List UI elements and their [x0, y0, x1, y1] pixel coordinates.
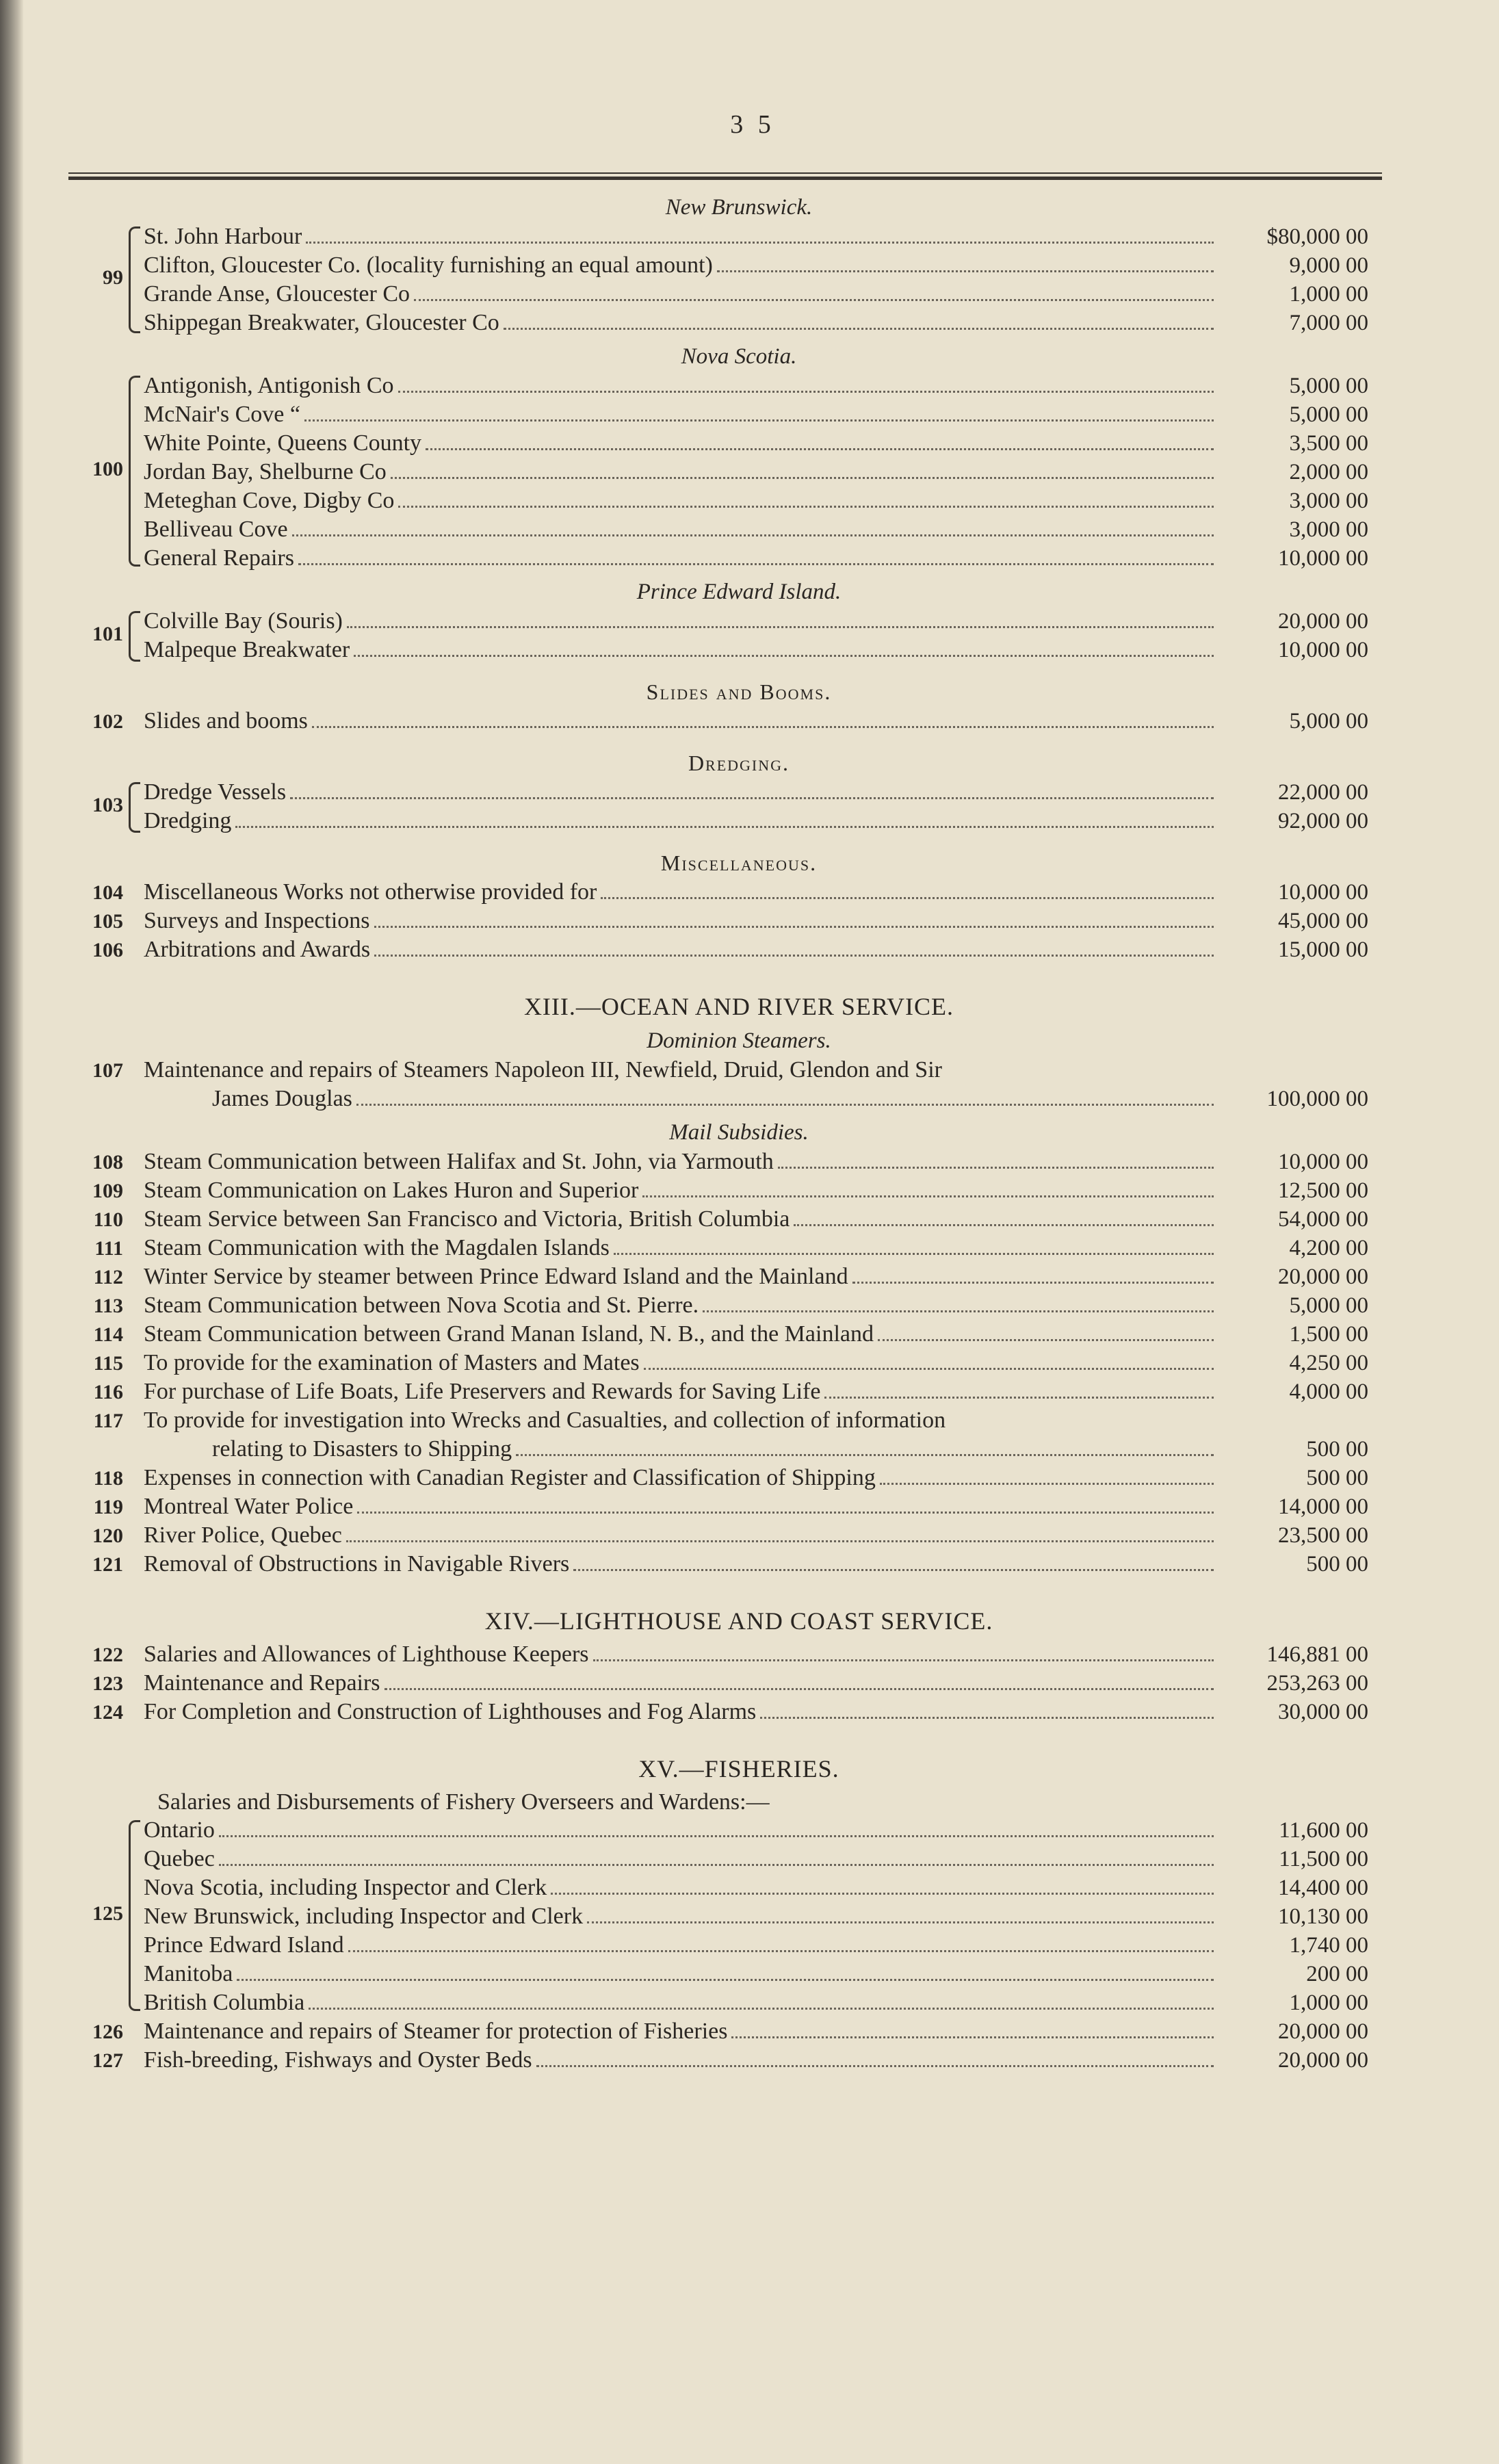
item-description — [144, 1845, 1218, 1873]
table-row — [68, 1176, 1409, 1205]
item-description — [144, 1291, 1218, 1319]
dot-leader — [703, 1310, 1214, 1312]
item-description-text: New Brunswick, including Inspector and Clerk — [144, 1904, 584, 1929]
item-amount: 11,600 00 — [1279, 1818, 1368, 1843]
item-description — [144, 309, 1218, 337]
item-amount: 10,130 00 — [1278, 1904, 1368, 1929]
item-amount: 54,000 00 — [1278, 1207, 1368, 1232]
item-amount: 92,000 00 — [1278, 809, 1368, 833]
item-description — [144, 1377, 1218, 1405]
table-row — [68, 1902, 1409, 1931]
dot-leader — [356, 1104, 1214, 1106]
dot-leader — [794, 1224, 1214, 1226]
item-description-text: Salaries and Allowances of Lighthouse Keepers — [144, 1642, 589, 1667]
dot-leader — [426, 448, 1214, 450]
item-number: 127 — [92, 2049, 123, 2072]
item-amount: 3,000 00 — [1289, 517, 1368, 542]
item-description-text: Removal of Obstructions in Navigable Rivers — [144, 1551, 570, 1577]
table-row — [68, 1464, 1409, 1492]
section-heading: XIV.—LIGHTHOUSE AND COAST SERVICE. — [484, 1607, 993, 1635]
item-description-text: Maintenance and repairs of Steamers Napoleon III, Newfield, Druid, Glendon and Sir — [144, 1057, 942, 1082]
section-heading: Dredging. — [688, 751, 790, 775]
item-amount: 10,000 00 — [1278, 546, 1368, 571]
dot-leader — [219, 1864, 1214, 1866]
item-number: 116 — [93, 1381, 123, 1403]
item-description — [144, 1902, 1218, 1930]
item-description-text: Winter Service by steamer between Prince Edward Island and the Mainland — [144, 1264, 848, 1289]
dot-leader — [717, 270, 1214, 272]
brace — [129, 1820, 140, 2011]
item-description — [144, 1056, 1218, 1084]
item-amount: 253,263 00 — [1266, 1671, 1368, 1696]
section-heading: Miscellaneous. — [660, 851, 818, 875]
item-description-text: For purchase of Life Boats, Life Preservers and Rewards for Saving Life — [144, 1379, 821, 1404]
item-description — [144, 2046, 1218, 2074]
item-amount: 5,000 00 — [1289, 402, 1368, 427]
dot-leader — [348, 1950, 1214, 1952]
item-number: 121 — [92, 1553, 123, 1576]
item-description-text: Jordan Bay, Shelburne Co — [144, 459, 387, 484]
table-row — [68, 1377, 1409, 1406]
item-amount: 10,000 00 — [1278, 880, 1368, 905]
section-heading: Dominion Steamers. — [647, 1028, 831, 1053]
dot-leader — [292, 534, 1214, 536]
item-number: 111 — [94, 1237, 123, 1260]
item-description — [144, 1492, 1218, 1520]
brace — [129, 782, 140, 833]
item-amount: 20,000 00 — [1278, 609, 1368, 634]
dot-leader — [298, 563, 1214, 565]
table-row — [68, 309, 1409, 337]
table-row — [68, 907, 1409, 935]
table-row — [68, 1960, 1409, 1988]
item-group — [68, 778, 1409, 835]
dot-leader — [878, 1339, 1214, 1341]
item-number: 126 — [92, 2021, 123, 2043]
group-number: 103 — [92, 794, 123, 816]
header-rule-thick — [68, 177, 1382, 180]
item-description — [144, 707, 1218, 735]
item-amount: 100,000 00 — [1266, 1087, 1368, 1111]
dot-leader — [614, 1253, 1214, 1255]
table-row — [68, 707, 1409, 736]
item-amount: 500 00 — [1306, 1466, 1368, 1490]
dot-leader — [384, 1688, 1214, 1690]
item-amount: 1,500 00 — [1289, 1322, 1368, 1347]
item-description-text: Antigonish, Antigonish Co — [144, 373, 394, 398]
item-amount: 4,200 00 — [1289, 1236, 1368, 1260]
table-row — [68, 280, 1409, 309]
dot-leader — [601, 897, 1214, 899]
table-row — [68, 1406, 1409, 1435]
item-description-text: To provide for investigation into Wrecks and Casualties, and collection of information — [144, 1408, 946, 1433]
group-number: 125 — [92, 1902, 123, 1925]
item-description-text: Dredge Vessels — [144, 779, 287, 805]
item-amount: 500 00 — [1306, 1437, 1368, 1462]
item-description — [144, 1435, 1218, 1463]
item-description-text: Salaries and Disbursements of Fishery Overseers and Wardens:— — [157, 1789, 770, 1815]
item-amount: 3,500 00 — [1289, 431, 1368, 456]
table-row — [68, 636, 1409, 664]
item-number: 117 — [93, 1410, 123, 1432]
item-description — [144, 1873, 1218, 1902]
item-amount: 20,000 00 — [1278, 2019, 1368, 2044]
dot-leader — [290, 797, 1214, 799]
dot-leader — [237, 1979, 1214, 1981]
item-description — [144, 1176, 1218, 1204]
brace — [129, 376, 140, 567]
item-number: 122 — [92, 1644, 123, 1666]
table-row — [68, 458, 1409, 487]
table-row — [68, 1234, 1409, 1262]
item-number: 114 — [93, 1323, 123, 1346]
item-description-text: Colville Bay (Souris) — [144, 608, 343, 634]
table-row — [68, 2017, 1409, 2046]
item-amount: $80,000 00 — [1266, 224, 1368, 249]
estimates-table — [68, 192, 1409, 2075]
item-description-text: Steam Communication between Grand Manan Island, N. B., and the Mainland — [144, 1321, 874, 1347]
item-description-text: Steam Communication between Nova Scotia and St. Pierre. — [144, 1293, 699, 1318]
table-row — [68, 372, 1409, 400]
item-description-text: Grande Anse, Gloucester Co — [144, 281, 410, 307]
item-description-text: For Completion and Construction of Lighthouses and Fog Alarms — [144, 1699, 757, 1724]
item-description — [144, 1406, 1218, 1434]
section-heading: XV.—FISHERIES. — [638, 1755, 839, 1782]
dot-leader — [374, 955, 1214, 957]
item-amount: 10,000 00 — [1278, 638, 1368, 662]
dot-leader — [347, 626, 1214, 628]
item-amount: 500 00 — [1306, 1552, 1368, 1577]
item-description — [144, 1640, 1218, 1668]
item-description-text: Steam Communication between Halifax and St. John, via Yarmouth — [144, 1149, 774, 1174]
item-description-text: Ontario — [144, 1817, 215, 1843]
document-page — [68, 109, 1409, 2075]
item-description — [144, 1464, 1218, 1492]
table-row — [68, 1085, 1409, 1113]
item-amount: 5,000 00 — [1289, 1293, 1368, 1318]
table-row — [68, 935, 1409, 964]
header-rule-thin — [68, 172, 1382, 174]
table-row — [68, 1262, 1409, 1291]
item-description-text: Malpeque Breakwater — [144, 637, 350, 662]
dot-leader — [414, 299, 1214, 301]
item-number: 120 — [92, 1525, 123, 1547]
item-amount: 1,000 00 — [1289, 282, 1368, 307]
section-heading: Slides and Booms. — [646, 679, 832, 704]
table-row — [68, 2046, 1409, 2075]
item-description — [144, 1698, 1218, 1726]
item-amount: 5,000 00 — [1289, 709, 1368, 734]
item-description-text: Prince Edward Island — [144, 1932, 344, 1958]
item-amount: 14,000 00 — [1278, 1494, 1368, 1519]
dot-leader — [593, 1659, 1214, 1661]
dot-leader — [306, 242, 1214, 244]
table-row — [68, 1698, 1409, 1726]
item-description — [144, 487, 1218, 515]
dot-leader — [551, 1893, 1214, 1895]
item-amount: 20,000 00 — [1278, 2048, 1368, 2073]
item-description — [144, 1550, 1218, 1578]
item-description — [144, 1988, 1218, 2016]
item-description — [144, 778, 1218, 806]
table-row — [68, 487, 1409, 515]
item-number: 109 — [92, 1180, 123, 1202]
book-spine-shadow — [0, 0, 23, 2464]
item-description-text: Meteghan Cove, Digby Co — [144, 488, 395, 513]
item-description-text: Montreal Water Police — [144, 1494, 354, 1519]
table-row — [68, 1931, 1409, 1960]
table-row — [68, 544, 1409, 573]
dot-leader — [778, 1167, 1214, 1169]
item-description-text: Expenses in connection with Canadian Register and Classification of Shipping — [144, 1465, 876, 1490]
item-description — [144, 1349, 1218, 1377]
item-description-text: Surveys and Inspections — [144, 908, 370, 933]
item-description — [144, 1085, 1218, 1113]
item-description-text: General Repairs — [144, 545, 294, 571]
item-amount: 5,000 00 — [1289, 374, 1368, 398]
item-group — [68, 607, 1409, 664]
item-description-text: Shippegan Breakwater, Gloucester Co — [144, 310, 499, 335]
item-description-text: Slides and booms — [144, 708, 308, 734]
item-group — [68, 372, 1409, 573]
item-amount: 22,000 00 — [1278, 780, 1368, 805]
item-amount: 10,000 00 — [1278, 1150, 1368, 1174]
table-row — [68, 1291, 1409, 1320]
table-row — [68, 222, 1409, 251]
item-description — [144, 807, 1218, 835]
item-description — [144, 607, 1218, 635]
item-description — [144, 935, 1218, 963]
group-number: 99 — [103, 266, 123, 289]
dot-leader — [852, 1282, 1214, 1284]
dot-leader — [536, 2065, 1214, 2067]
item-description — [144, 458, 1218, 486]
item-description — [144, 1234, 1218, 1262]
item-amount: 11,500 00 — [1279, 1847, 1368, 1871]
item-amount: 4,000 00 — [1289, 1379, 1368, 1404]
group-number: 100 — [92, 457, 123, 480]
section-heading: New Brunswick. — [665, 195, 813, 220]
dot-leader — [587, 1921, 1214, 1923]
table-row — [68, 1492, 1409, 1521]
table-row — [68, 1669, 1409, 1698]
brace — [129, 611, 140, 662]
section-heading: XIII.—OCEAN AND RIVER SERVICE. — [523, 993, 954, 1020]
item-number: 113 — [93, 1295, 123, 1317]
item-description-text: Miscellaneous Works not otherwise provided for — [144, 879, 597, 905]
item-description-text: Quebec — [144, 1846, 215, 1871]
item-description — [144, 251, 1218, 279]
item-description-text: McNair's Cove “ — [144, 402, 300, 427]
item-description-text: Steam Communication with the Magdalen Islands — [144, 1235, 610, 1260]
item-description — [144, 878, 1218, 906]
item-description — [144, 1205, 1218, 1233]
item-description-text: Maintenance and repairs of Steamer for protection of Fisheries — [144, 2019, 728, 2044]
item-amount: 30,000 00 — [1278, 1700, 1368, 1724]
item-amount: 4,250 00 — [1289, 1351, 1368, 1375]
item-number: 105 — [92, 910, 123, 933]
item-description — [144, 1816, 1218, 1844]
table-row — [68, 1640, 1409, 1669]
table-row — [68, 515, 1409, 544]
table-row — [68, 1521, 1409, 1550]
item-amount: 14,400 00 — [1278, 1876, 1368, 1900]
table-row — [68, 1056, 1409, 1085]
item-number: 112 — [93, 1266, 123, 1288]
item-description-text: Maintenance and Repairs — [144, 1670, 380, 1696]
table-row — [68, 1435, 1409, 1464]
item-description — [144, 1669, 1218, 1697]
item-description — [144, 907, 1218, 935]
item-description-text: To provide for the examination of Masters and Mates — [144, 1350, 640, 1375]
item-description-text: Dredging — [144, 808, 232, 833]
dot-leader — [391, 477, 1214, 479]
dot-leader — [642, 1195, 1214, 1197]
item-number: 102 — [92, 710, 123, 733]
table-row — [68, 778, 1409, 807]
dot-leader — [644, 1368, 1214, 1370]
header-rule — [68, 172, 1382, 180]
item-group — [68, 222, 1409, 337]
item-description-text: Clifton, Gloucester Co. (locality furnishing an equal amount) — [144, 252, 713, 278]
dot-leader — [398, 506, 1214, 508]
item-description — [144, 1147, 1218, 1176]
item-number: 118 — [93, 1467, 123, 1490]
item-description — [144, 222, 1218, 250]
item-description — [144, 1521, 1218, 1549]
table-row — [68, 607, 1409, 636]
table-row — [68, 1816, 1409, 1845]
item-description — [144, 544, 1218, 572]
dot-leader — [354, 655, 1214, 657]
item-amount: 146,881 00 — [1266, 1642, 1368, 1667]
item-description-text: relating to Disasters to Shipping — [212, 1436, 512, 1462]
table-row — [68, 807, 1409, 835]
item-amount: 1,000 00 — [1289, 1990, 1368, 2015]
item-number: 115 — [93, 1352, 123, 1375]
dot-leader — [346, 1540, 1214, 1542]
dot-leader — [516, 1454, 1214, 1456]
item-number: 108 — [92, 1151, 123, 1173]
item-amount: 15,000 00 — [1278, 937, 1368, 962]
dot-leader — [219, 1835, 1214, 1837]
item-amount: 9,000 00 — [1289, 253, 1368, 278]
dot-leader — [374, 926, 1214, 928]
item-description-text: Steam Communication on Lakes Huron and Superior — [144, 1178, 639, 1203]
item-description-text: James Douglas — [212, 1086, 352, 1111]
item-description — [144, 1262, 1218, 1291]
page-number: 3 5 — [730, 110, 775, 139]
item-amount: 12,500 00 — [1278, 1178, 1368, 1203]
table-row — [68, 429, 1409, 458]
table-row — [68, 1988, 1409, 2017]
table-row — [68, 1349, 1409, 1377]
item-description — [144, 400, 1218, 428]
item-number: 123 — [92, 1672, 123, 1695]
item-description-text: St. John Harbour — [144, 224, 302, 249]
table-row — [68, 1788, 1409, 1816]
dot-leader — [880, 1483, 1214, 1485]
item-number: 110 — [93, 1208, 123, 1231]
item-group — [68, 1816, 1409, 2017]
item-amount: 3,000 00 — [1289, 489, 1368, 513]
table-row — [68, 1205, 1409, 1234]
dot-leader — [760, 1717, 1214, 1719]
section-heading: Mail Subsidies. — [669, 1120, 809, 1145]
table-row — [68, 251, 1409, 280]
item-description — [144, 280, 1218, 308]
table-row — [68, 878, 1409, 907]
item-amount: 23,500 00 — [1278, 1523, 1368, 1548]
item-amount: 1,740 00 — [1289, 1933, 1368, 1958]
item-description-text: River Police, Quebec — [144, 1522, 342, 1548]
item-amount: 200 00 — [1306, 1962, 1368, 1986]
table-row — [68, 1550, 1409, 1579]
table-row — [68, 1147, 1409, 1176]
item-description-text: Arbitrations and Awards — [144, 937, 371, 962]
item-description-text: Manitoba — [144, 1961, 233, 1986]
item-description — [144, 515, 1218, 543]
item-number: 104 — [92, 881, 123, 904]
item-description — [144, 636, 1218, 664]
item-description — [144, 429, 1218, 457]
section-heading: Prince Edward Island. — [636, 580, 842, 604]
item-number: 119 — [93, 1496, 123, 1518]
section-heading: Nova Scotia. — [681, 344, 797, 369]
item-number: 106 — [92, 939, 123, 961]
item-description-text: British Columbia — [144, 1990, 305, 2015]
dot-leader — [357, 1512, 1214, 1514]
dot-leader — [304, 419, 1214, 422]
item-amount: 20,000 00 — [1278, 1265, 1368, 1289]
table-row — [68, 1320, 1409, 1349]
dot-leader — [731, 2036, 1214, 2038]
item-description — [144, 1320, 1218, 1348]
dot-leader — [573, 1569, 1214, 1571]
dot-leader — [235, 826, 1214, 828]
dot-leader — [309, 2008, 1214, 2010]
dot-leader — [398, 391, 1214, 393]
item-amount: 7,000 00 — [1289, 311, 1368, 335]
table-row — [68, 400, 1409, 429]
item-amount: 45,000 00 — [1278, 909, 1368, 933]
item-description — [144, 1931, 1218, 1959]
table-row — [68, 1873, 1409, 1902]
item-description-text: White Pointe, Queens County — [144, 430, 422, 456]
item-description-text: Steam Service between San Francisco and Victoria, British Columbia — [144, 1206, 790, 1232]
group-number: 101 — [92, 623, 123, 645]
item-description-text: Fish-breeding, Fishways and Oyster Beds — [144, 2047, 532, 2073]
item-description-text: Nova Scotia, including Inspector and Clerk — [144, 1875, 547, 1900]
item-description — [144, 1960, 1218, 1988]
item-description — [144, 2017, 1218, 2045]
dot-leader — [824, 1397, 1214, 1399]
dot-leader — [312, 726, 1214, 728]
item-number: 124 — [92, 1701, 123, 1724]
item-description — [144, 372, 1218, 400]
brace — [129, 226, 140, 333]
item-description-text: Belliveau Cove — [144, 517, 288, 542]
table-row — [68, 1845, 1409, 1873]
item-number: 107 — [92, 1059, 123, 1082]
dot-leader — [504, 328, 1214, 330]
item-description — [144, 1788, 1218, 1816]
item-amount: 2,000 00 — [1289, 460, 1368, 484]
